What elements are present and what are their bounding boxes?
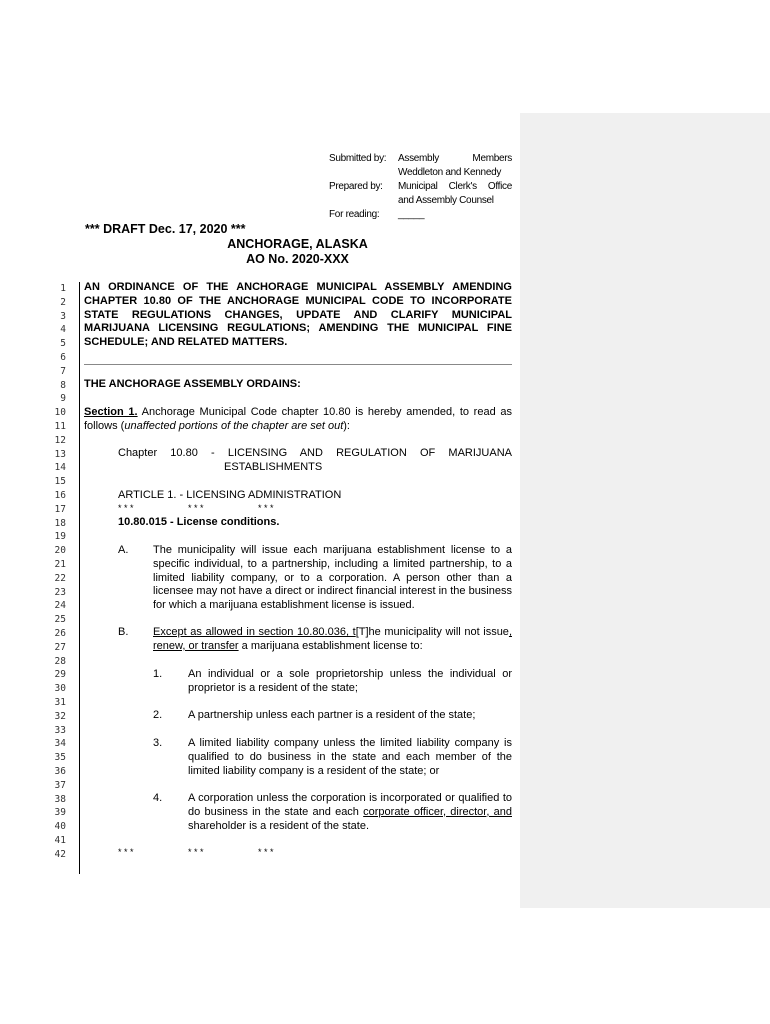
prepared-by-label: Prepared by: <box>329 181 383 192</box>
line-number: 31 <box>54 697 66 708</box>
submitted-by-label: Submitted by: <box>329 153 387 164</box>
line-number: 19 <box>54 531 66 543</box>
omission-stars: * * * <box>258 503 274 513</box>
line-number: 18 <box>54 517 66 529</box>
line-number: 17 <box>54 503 66 515</box>
line-number: 13 <box>54 448 66 460</box>
line-number: 33 <box>54 724 66 736</box>
line-number: 5 <box>60 338 66 350</box>
comment-pane <box>520 113 770 908</box>
omission-stars: * * * <box>188 503 204 513</box>
line-number: 6 <box>60 352 66 363</box>
line-number: 15 <box>54 476 66 488</box>
line-number: 24 <box>54 600 66 612</box>
line-number: 22 <box>54 572 66 584</box>
para-b-marker: B. <box>118 626 129 638</box>
article-heading: ARTICLE 1. - LICENSING ADMINISTRATION <box>118 489 342 501</box>
line-number: 21 <box>54 559 66 570</box>
line-number: 1 <box>60 283 66 294</box>
para-b-text-1: he municipality will not issue <box>368 626 509 638</box>
omission-stars: * * * <box>258 847 274 857</box>
city-heading: ANCHORAGE, ALASKA <box>227 237 368 251</box>
line-number: 25 <box>54 614 66 626</box>
line-number: 16 <box>54 490 66 501</box>
line-number: 26 <box>54 628 66 639</box>
item-1-text: An individual or a sole proprietorship unless the individual or proprietor is a resident of the state; <box>188 668 512 694</box>
line-number: 38 <box>54 793 66 805</box>
para-b-text-2: a marijuana establishment license to: <box>238 639 423 652</box>
gutter-rule <box>79 282 80 874</box>
line-number: 7 <box>60 365 66 377</box>
chapter-heading-line2: ESTABLISHMENTS <box>224 461 323 473</box>
line-number: 41 <box>54 835 66 846</box>
omission-stars: * * * <box>118 503 134 513</box>
section-1-text: Anchorage Municipal Code chapter 10.80 is hereby amended, to read as follows ( <box>84 406 512 432</box>
line-number: 23 <box>54 586 66 598</box>
section-1-end: ): <box>343 419 350 432</box>
item-2-number: 2. <box>153 709 163 721</box>
subsection-heading: 10.80.015 - License conditions. <box>118 516 280 528</box>
section-1-italic: unaffected portions of the chapter are set out <box>124 419 344 432</box>
line-number: 20 <box>54 545 66 557</box>
ordinance-number: AO No. 2020-XXX <box>246 252 349 266</box>
for-reading-value: _____ <box>398 209 425 220</box>
item-3-number: 3. <box>153 737 163 749</box>
line-number: 30 <box>54 683 66 695</box>
line-number: 12 <box>54 434 66 446</box>
line-number: 40 <box>54 821 66 833</box>
item-3-text: A limited liability company unless the limited liability company is qualified to do business in the state and each member of the limited liability company is a resident of the state; or <box>188 737 512 777</box>
item-4-text <box>188 792 512 833</box>
ordains-heading: THE ANCHORAGE ASSEMBLY ORDAINS: <box>84 378 301 390</box>
item-4-text-b: shareholder is a resident of the state. <box>188 819 369 832</box>
line-number: 37 <box>54 779 66 791</box>
para-b-deletion: [T] <box>355 626 369 638</box>
item-1-number: 1. <box>153 668 163 680</box>
section-1-label: Section 1. <box>84 406 138 418</box>
prepared-by-value: Municipal Clerk's Office and Assembly Counsel <box>398 181 512 206</box>
line-number: 10 <box>54 407 66 419</box>
para-b-insert-1: Except as allowed in section 10.80.036, t <box>153 626 356 638</box>
line-number: 4 <box>60 324 66 336</box>
omission-stars: * * * <box>118 847 134 857</box>
line-number: 11 <box>54 421 66 432</box>
item-2-text: A partnership unless each partner is a resident of the state; <box>188 709 476 721</box>
line-number: 27 <box>54 641 66 653</box>
line-number: 36 <box>54 766 66 777</box>
line-number: 8 <box>60 379 66 391</box>
line-number: 35 <box>54 752 66 764</box>
ordinance-title: AN ORDINANCE OF THE ANCHORAGE MUNICIPAL ASSEMBLY AMENDING CHAPTER 10.80 OF THE ANCHORAGE MUNICIPAL CODE TO INCORPORATE STATE REGULATIONS CHANGES, UPDATE AND CLARIFY MUNICIPAL MARIJUANA LICENSING REGULATIONS; AMENDING THE MUNICIPAL FINE SCHEDULE; AND RELATED MATTERS. <box>84 281 512 349</box>
line-number: 29 <box>54 669 66 681</box>
item-4-insert: corporate officer, director, and <box>363 805 512 818</box>
submitted-by-value: Assembly Members Weddleton and Kennedy <box>398 153 512 178</box>
for-reading-label: For reading: <box>329 209 380 220</box>
para-a-marker: A. <box>118 544 129 556</box>
para-a-text: The municipality will issue each marijuana establishment license to a specific individual, to a partnership, including a limited partnership, to a limited liability company, or to a corporation. A person other than a licensee may not have a direct or indirect financial interest in the business for which a marijuana establishment license is issued. <box>153 544 512 612</box>
item-4-text-a: A corporation unless the corporation is incorporated or qualified to do business in the state and each <box>188 792 512 818</box>
line-number: 2 <box>60 296 66 308</box>
item-4-number: 4. <box>153 792 163 804</box>
line-number: 3 <box>60 310 66 322</box>
line-number: 32 <box>54 710 66 722</box>
omission-stars: * * * <box>188 847 204 857</box>
line-number: 28 <box>54 655 66 667</box>
line-number: 14 <box>54 462 66 474</box>
title-divider <box>84 364 512 365</box>
section-1-paragraph <box>84 406 512 434</box>
draft-banner: *** DRAFT Dec. 17, 2020 *** <box>85 222 246 236</box>
line-number: 42 <box>54 848 66 860</box>
line-number: 39 <box>54 807 66 819</box>
line-number: 34 <box>54 738 66 750</box>
para-b-insert-2: , renew, or transfer <box>153 626 512 652</box>
chapter-heading-line1: Chapter 10.80 - LICENSING AND REGULATION OF MARIJUANA <box>118 447 512 459</box>
line-number: 9 <box>60 393 66 405</box>
para-b-text <box>153 626 512 654</box>
